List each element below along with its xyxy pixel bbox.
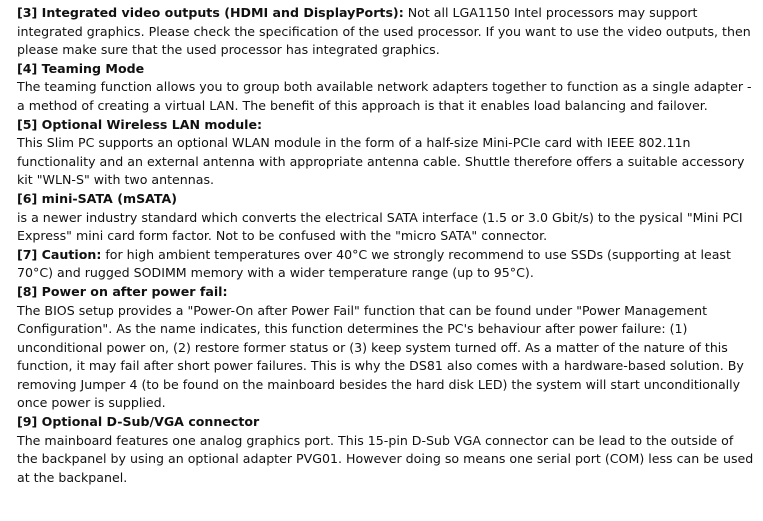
note-3-text: Not all LGA1150 Intel processors may support integrated graphics. Please check the specification of the used processor. If you want to use the video outputs, then please make sure that the used processor has integrated graphics. (17, 5, 751, 58)
note-7-heading: [7] Caution: (17, 246, 102, 262)
document-body (17, 4, 757, 487)
note-9-text: The mainboard features one analog graphics port. This 15-pin D-Sub VGA connector can be lead to the outside of the backpanel by using an optional adapter PVG01. However doing so means one serial port (COM) less can be used at the backpanel. (17, 432, 754, 485)
note-4-text: The teaming function allows you to group both available network adapters together to function as a single adapter - a method of creating a virtual LAN. The benefit of this approach is that it enables load balancing and failover. (17, 79, 752, 113)
note-5-heading: [5] Optional Wireless LAN module: (17, 116, 263, 132)
note-3-paragraph (17, 4, 757, 60)
note-7-paragraph (17, 246, 757, 283)
note-9-heading: [9] Optional D-Sub/VGA connector (17, 414, 260, 430)
note-6-heading: [6] mini-SATA (mSATA) (17, 190, 178, 206)
note-6-text: is a newer industry standard which converts the electrical SATA interface (1.5 or 3.0 Gbit/s) to the pysical "Mini PCI Express" mini card form factor. Not to be confused with the "micro SATA" connector. (17, 209, 743, 244)
note-3-heading: [3] Integrated video outputs (HDMI and DisplayPorts): (17, 5, 404, 20)
note-8-text: The BIOS setup provides a "Power-On after Power Fail" function that can be found under "Power Management Configuration". As the name indicates, this function determines the PC's behaviour after power failure: (1) unconditional power on, (2) restore former status or (3) keep system turned off. As a matter of the nature of this function, it may fail after short power failures. This is why the DS81 also comes with a hardware-based solution. By removing Jumper 4 (to be found on the mainboard besides the hard disk LED) the system will start unconditionally once power is supplied. (17, 302, 744, 411)
note-7-text: for high ambient temperatures over 40°C we strongly recommend to use SSDs (supporting at least 70°C) and rugged SODIMM memory with a wider temperature range (up to 95°C). (17, 246, 731, 281)
note-5-text: This Slim PC supports an optional WLAN module in the form of a half-size Mini-PCIe card with IEEE 802.11n functionality and an external antenna with appropriate antenna cable. Shuttle therefore offers a suitable accessory kit "WLN-S" with two antennas. (17, 135, 745, 188)
note-8-heading: [8] Power on after power fail: (17, 283, 228, 299)
note-4-heading: [4] Teaming Mode (17, 60, 145, 76)
